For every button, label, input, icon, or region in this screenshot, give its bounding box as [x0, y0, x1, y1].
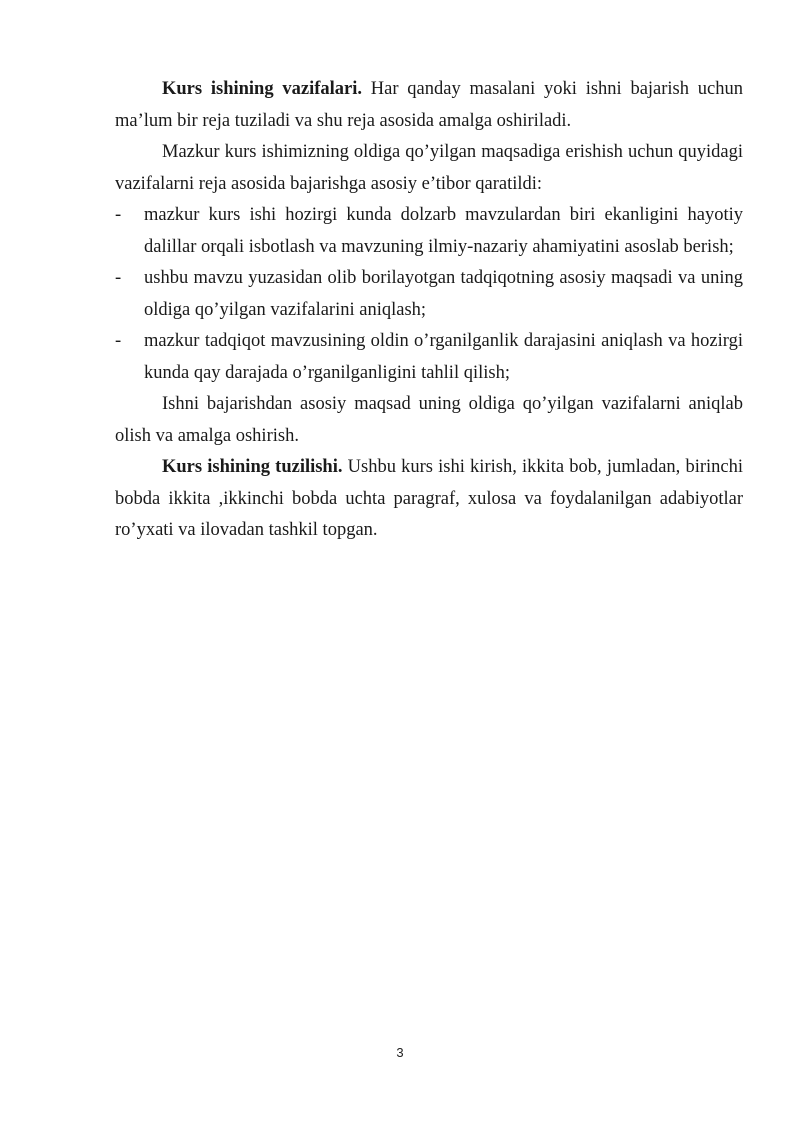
list-item [115, 326, 743, 389]
list-dash-marker: - [115, 268, 122, 288]
page-number: 3 [396, 1045, 404, 1060]
list-item-text: ushbu mavzu yuzasidan olib borilayotgan tadqiqotning asosiy maqsadi va uning oldiga qo’yilgan vazifalarini aniqlash; [144, 268, 743, 320]
document-body [115, 74, 743, 547]
tasks-list [115, 200, 743, 389]
paragraph-text: Har qanday masalani yoki ishni bajarish uchun ma’lum bir reja tuziladi va shu reja asosida amalga oshiriladi. [115, 79, 743, 131]
paragraph-heading: Kurs ishining tuzilishi. [162, 457, 343, 477]
paragraph-text: Ushbu kurs ishi kirish, ikkita bob, jumladan, birinchi bobda ikkita ,ikkinchi bobda uchta paragraf, xulosa va foydalanilgan adabiyotlar ro’yxati va ilovadan tashkil topgan. [115, 457, 743, 540]
paragraph-course-structure [115, 452, 743, 547]
list-dash-marker: - [115, 331, 122, 351]
paragraph-tasks-intro [115, 137, 743, 200]
paragraph-text: Ishni bajarishdan asosiy maqsad uning oldiga qo’yilgan vazifalarni aniqlab olish va amalga oshirish. [115, 394, 743, 446]
paragraph-main-goal [115, 389, 743, 452]
list-item-text: mazkur tadqiqot mavzusining oldin o’rganilganlik darajasini aniqlash va hozirgi kunda qay darajada o’rganilganligini tahlil qilish; [144, 331, 743, 383]
paragraph-heading: Kurs ishining vazifalari. [162, 79, 363, 99]
list-item-text: mazkur kurs ishi hozirgi kunda dolzarb mavzulardan biri ekanligini hayotiy dalillar orqali isbotlash va mavzuning ilmiy-nazariy ahamiyatini asoslab berish; [144, 205, 743, 257]
paragraph-text: Mazkur kurs ishimizning oldiga qo’yilgan maqsadiga erishish uchun quyidagi vazifalarni reja asosida bajarishga asosiy e’tibor qaratildi: [115, 142, 743, 194]
list-item [115, 263, 743, 326]
list-item [115, 200, 743, 263]
paragraph-course-tasks [115, 74, 743, 137]
list-dash-marker: - [115, 205, 122, 225]
